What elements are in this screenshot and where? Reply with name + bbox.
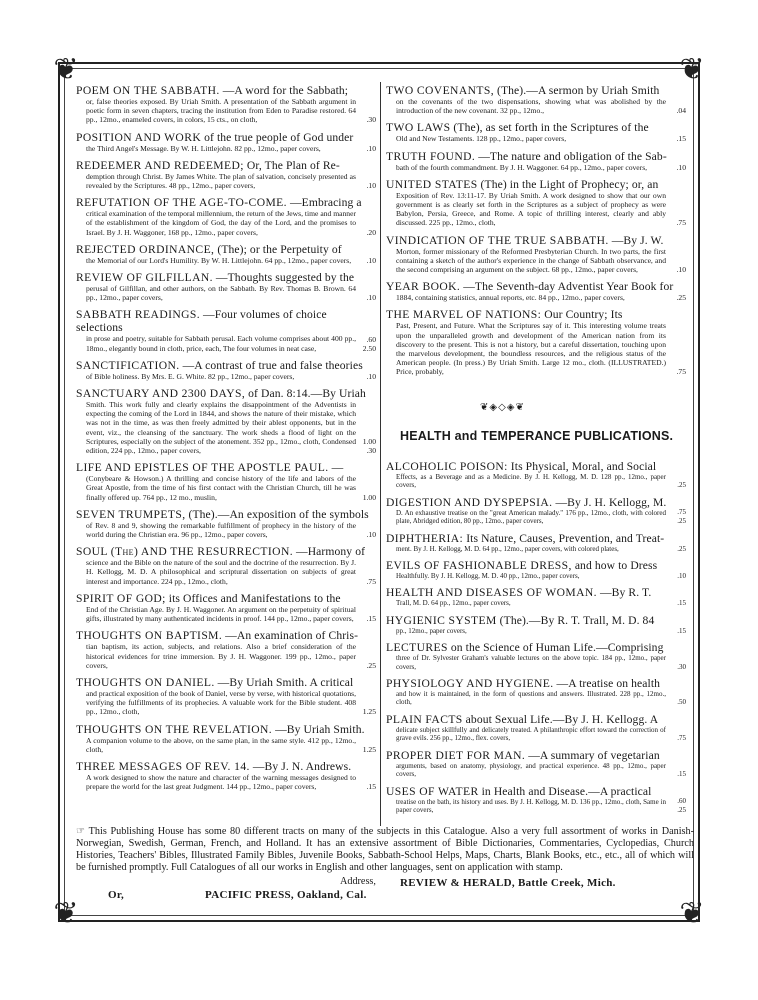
entry-title: POEM ON THE SABBATH. [76, 84, 220, 97]
entry-heading [386, 586, 686, 599]
entry-heading [386, 234, 686, 247]
entry-title: POSITION AND WORK [76, 130, 202, 144]
entry-title: PROPER DIET FOR MAN. [386, 748, 526, 762]
entry-price: .10 [676, 265, 686, 275]
entry-price-alt: .25 [677, 805, 686, 814]
entry-subtitle: — [331, 461, 344, 475]
entry-price: .75 [366, 576, 376, 586]
entry-description: tian baptism, its action, subjects, and relations. Also a brief consideration of the historical evidences for trine immersion. By J. H. Waggoner. 199 pp., 12mo., paper covers, [86, 642, 356, 670]
entry-heading [76, 461, 376, 474]
entry-heading [76, 629, 376, 642]
entry-description: (Conybeare & Howson.) A thrilling and concise history of the life and labors of the Great Apostle, from the time of his first contact with the Christian Church, till he was finally offered up. 764 pp., 12 mo., muslin, [86, 474, 356, 502]
entry-title: SPIRIT OF GOD; [76, 591, 166, 605]
entry-description: of Bible holiness. By Mrs. E. G. White. 82 pp., 12mo., paper covers, [86, 371, 295, 381]
footer-text: This Publishing House has some 80 different tracts on many of the subjects in this Catalogue. Also a very full assortment of works in Danish-Norwegian, Swedish, German, French, and Holland. It has an extensive assortment of Bible Dictionaries, Commentaries, Cyclopedias, Church Histories, Teachers' Bibles, Illustrated Family Bibles, Juvenile Books, Sabbath-School Helps, Maps, Charts, Blank Books, etc., etc., all of which will be furnished promptly. Full Catalogues of all our works in English and other languages, sent on application with stamp. [76, 826, 694, 873]
entry-price: .30 [366, 115, 376, 125]
entry-title: TRUTH FOUND. [386, 149, 476, 163]
catalogue-entry [76, 308, 376, 352]
catalogue-entry [76, 271, 376, 302]
entry-description: arguments, based on anatomy, physiology, and practical experience. 48 pp., 12mo., paper covers, [396, 761, 666, 779]
catalogue-entry [386, 586, 686, 607]
entry-description: the Memorial of our Lord's Humility. By W. H. Littlejohn. 64 pp., 12mo., paper covers, [86, 255, 352, 265]
entry-title: YEAR BOOK. [386, 280, 461, 294]
entry-subtitle: —A treatise on health [556, 677, 661, 691]
entry-title: SANCTIFICATION. [76, 358, 180, 372]
entry-heading [386, 713, 686, 726]
entry-description: pp., 12mo., paper covers, [396, 626, 467, 635]
entry-description: demption through Christ. By James White. The plan of salvation, concisely presented as revealed by the Scriptures. 48 pp., 12mo., paper covers, [86, 171, 356, 191]
entry-description: Trall, M. D. 64 pp., 12mo., paper covers, [396, 599, 511, 608]
entry-subtitle: Its Nature, Causes, Prevention, and Treat- [466, 531, 665, 545]
entry-description: D. An exhaustive treatise on the "great American malady." 176 pp., 12mo., cloth, with colored plate, Abridged edition, 80 pp., 12mo., paper covers, [396, 508, 666, 526]
entry-title: THOUGHTS ON THE REVELATION. [76, 722, 273, 736]
entry-description: perusal of Gilfillan, and other authors, on the Sabbath. By Rev. Thomas B. Brown. 64 pp., 12mo., paper covers, [86, 284, 356, 303]
catalogue-entry [386, 308, 686, 376]
entry-title: HEALTH AND DISEASES OF WOMAN. [386, 586, 597, 600]
entry-subtitle: (The).—An exposition of the symbols [188, 507, 369, 521]
entry-subtitle: of Dan. 8:14.—By Uriah [248, 387, 366, 401]
catalogue-entry [386, 559, 686, 580]
entry-heading [76, 760, 376, 773]
entry-description: End of the Christian Age. By J. H. Waggoner. An argument on the perpetuity of spiritual gifts, illustrated by many authenticated incidents in proof. 144 pp., 12mo., paper covers, [86, 604, 356, 624]
publisher-main: REVIEW & HERALD, Battle Creek, Mich. [400, 877, 616, 889]
entry-description: Effects, as a Beverage and as a Medicine. By J. H. Kellogg, M. D. 128 pp., 12mo., paper covers, [396, 473, 666, 490]
entry-title: THREE MESSAGES OF REV. 14. [76, 759, 250, 773]
catalogue-entry [386, 785, 686, 815]
entry-title: SOUL (The) AND THE RESURRECTION. [76, 545, 294, 559]
entry-description: the Third Angel's Message. By W. H. Littlejohn. 82 pp., 12mo., paper covers, [86, 143, 321, 153]
entry-description: science and the Bible on the nature of the soul and the doctrine of the resurrection. By J. H. Kellogg, M. D. A philosophical and scriptural dissertation on subjects of great interest and importance. 224 pp., 12mo., cloth, [86, 558, 356, 586]
section-ornament: ❦◈◇◈❦ [480, 402, 525, 413]
entry-heading [76, 387, 376, 400]
entry-title: TWO LAWS [386, 121, 451, 135]
entry-description: 1884, containing statistics, annual reports, etc. 84 pp., 12mo., paper covers, [396, 293, 625, 303]
catalogue-entry [386, 677, 686, 707]
entry-title: LIFE AND EPISTLES OF THE APOSTLE PAUL. [76, 461, 329, 475]
entry-subtitle: —The Seventh-day Adventist Year Book for [463, 280, 674, 294]
entry-title: SABBATH READINGS. [76, 308, 201, 322]
entry-subtitle: of the true people of God under [204, 130, 354, 144]
entry-price: .25 [677, 481, 686, 490]
catalogue-entry [76, 359, 376, 381]
entry-price: .04 [676, 106, 686, 116]
entry-heading [386, 84, 686, 97]
catalogue-entry [386, 641, 686, 671]
entry-subtitle: —By Uriah Smith. [275, 722, 365, 736]
entry-heading [76, 308, 376, 334]
entry-price: .15 [677, 770, 686, 779]
catalogue-entry [76, 592, 376, 623]
entry-subtitle: (The).—A sermon by Uriah Smith [497, 84, 660, 97]
entry-heading [386, 121, 686, 134]
entry-heading [76, 84, 376, 97]
entry-title: DIGESTION AND DYSPEPSIA. [386, 495, 553, 509]
entry-title: THOUGHTS ON DANIEL. [76, 675, 215, 689]
entry-price: .25 [677, 544, 686, 553]
corner-ornament-icon: ❦ [679, 53, 705, 86]
entry-price: .10 [366, 143, 376, 153]
catalogue-entry [386, 150, 686, 172]
entry-subtitle: —Embracing a [289, 196, 362, 210]
entry-price-alt: .25 [677, 517, 686, 526]
catalogue-entry [386, 614, 686, 635]
entry-heading [386, 749, 686, 762]
entry-heading [386, 150, 686, 163]
entry-description: Smith. This work fully and clearly explains the disappointment of the Adventists in expecting the coming of the Lord in 1844, and shows the nature of their mistake, which was not in the time, as was then freely admitted by their ablest opponents, but in the event, viz., the cleansing of the sanctuary. The work sheds a flood of light on the Scriptures, especially on the subject of the atonement. 352 pp., 12mo., cloth, Condensed edition, 224 pp., 12mo., paper covers, [86, 400, 356, 456]
catalogue-entry [386, 280, 686, 302]
entry-heading [386, 641, 686, 654]
entry-title: VINDICATION OF THE TRUE SABBATH. [386, 233, 609, 247]
entry-title: DIPHTHERIA: [386, 531, 464, 545]
entry-price: .10 [366, 293, 376, 303]
entry-heading [386, 785, 686, 798]
entry-title: USES OF WATER [386, 784, 479, 798]
entry-heading [76, 545, 376, 558]
entry-heading [386, 496, 686, 509]
entry-title: SEVEN TRUMPETS, [76, 507, 186, 521]
catalogue-entry [386, 496, 686, 526]
entry-price: .15 [366, 614, 376, 624]
entry-description: or, false theories exposed. By Uriah Smith. A presentation of the Sabbath argument in poetic form in seven chapters, tracing the institution from Eden to Paradise restored. 64 pp., 12mo., enameled covers, in colors, 15 cts., on cloth, [86, 97, 356, 125]
entry-description: and practical exposition of the book of Daniel, verse by verse, with historical quotations, verifying the fulfillments of its prophecies. A valuable work for the Bible student. 408 pp., 12mo., cloth, [86, 688, 356, 717]
entry-heading [76, 243, 376, 256]
entry-title: SANCTUARY AND 2300 DAYS, [76, 387, 246, 401]
entry-price: 1.00 [362, 437, 376, 447]
catalogue-entry [76, 508, 376, 539]
entry-heading [76, 723, 376, 736]
right-catalogue-column [386, 84, 686, 383]
entry-title: ALCOHOLIC POISON: [386, 460, 508, 473]
entry-heading [76, 159, 376, 172]
entry-price: .75 [677, 508, 686, 517]
entry-title: THOUGHTS ON BAPTISM. [76, 629, 223, 643]
entry-subtitle: —By J. W. [611, 233, 664, 247]
entry-heading [76, 676, 376, 689]
entry-subtitle: (The), as set forth in the Scriptures of the [453, 121, 649, 135]
entry-price: .75 [677, 734, 686, 743]
catalogue-entry [386, 121, 686, 143]
entry-price: .10 [366, 181, 376, 191]
entry-subtitle: —By J. N. Andrews. [252, 759, 352, 773]
entry-price: .10 [366, 371, 376, 381]
entry-price: .10 [677, 572, 686, 581]
entry-description: A work designed to show the nature and character of the warning messages designed to prepare the world for the last great Judgment. 144 pp., 12mo., paper covers, [86, 772, 356, 792]
entry-subtitle: —By J. H. Kellogg, M. [555, 495, 667, 509]
catalogue-entry [76, 131, 376, 153]
entry-price: .75 [676, 367, 686, 377]
health-section-heading: HEALTH and TEMPERANCE PUBLICATIONS. [400, 429, 674, 443]
entry-description: Past, Present, and Future. What the Scriptures say of it. This interesting volume treats upon the unparalleled growth and development of the American nation from its discovery to the present. This is not a history, but a careful dissertation, touching upon the marvelous development, the boundless resources, and the religious status of the American people. (In press.) By Uriah Smith. Large 12 mo., cloth. (ILLUSTRATED.) Price, probably, [396, 321, 666, 377]
entry-price: .15 [677, 626, 686, 635]
entry-heading [76, 359, 376, 372]
entry-price: .10 [676, 162, 686, 172]
entry-heading [76, 196, 376, 209]
entry-subtitle: —Thoughts suggested by the [215, 271, 355, 285]
address-label: Address, [340, 876, 376, 887]
entry-description: ment. By J. H. Kellogg, M. D. 64 pp., 12mo., paper covers, with colored plates, [396, 544, 619, 553]
pointing-hand-icon: ☞ [76, 826, 86, 837]
entry-price: .25 [366, 660, 376, 670]
entry-subtitle: —A summary of vegetarian [528, 748, 660, 762]
entry-heading [76, 508, 376, 521]
entry-title: REVIEW OF GILFILLAN. [76, 271, 213, 285]
entry-subtitle: —A word for the Sabbath; [222, 84, 349, 97]
entry-title: LECTURES [386, 641, 448, 655]
entry-title: PHYSIOLOGY AND HYGIENE. [386, 677, 554, 691]
corner-ornament-icon: ❦ [53, 897, 79, 930]
entry-price: .20 [366, 227, 376, 237]
entry-subtitle: —The nature and obligation of the Sab- [478, 149, 667, 163]
left-catalogue-column [76, 84, 376, 797]
corner-ornament-icon: ❦ [53, 53, 79, 86]
catalogue-entry [76, 676, 376, 717]
entry-heading [386, 280, 686, 293]
entry-subtitle: and how to Dress [574, 559, 658, 573]
entry-title: HYGIENIC SYSTEM [386, 613, 497, 627]
entry-subtitle: its Offices and Manifestations to the [168, 591, 341, 605]
entry-heading [76, 271, 376, 284]
entry-price: .30 [677, 662, 686, 671]
entry-description: Old and New Testaments. 128 pp., 12mo., paper covers, [396, 134, 567, 144]
entry-title: EVILS OF FASHIONABLE DRESS, [386, 559, 572, 573]
entry-subtitle: (The); or the Perpetuity of [217, 242, 342, 256]
entry-description: treatise on the bath, its history and uses. By J. H. Kellogg, M. D. 136 pp., 12mo., cloth, Same in paper covers, [396, 797, 666, 814]
catalogue-entry [76, 159, 376, 190]
entry-price-alt: 2.50 [362, 343, 376, 353]
entry-price: 1.25 [362, 744, 376, 754]
entry-price: .60 [677, 796, 686, 805]
catalogue-entry [76, 629, 376, 670]
entry-description: delicate subject skillfully and delicately treated. A philanthropic effort toward the correction of grave evils. 256 pp., 12mo., flex. covers, [396, 725, 666, 743]
entry-title: REJECTED ORDINANCE, [76, 242, 215, 256]
catalogue-entry [76, 760, 376, 791]
entry-subtitle: —A contrast of true and false theories [182, 358, 363, 372]
entry-description: Healthfully. By J. H. Kellogg, M. D. 40 pp., 12mo., paper covers, [396, 572, 580, 581]
entry-subtitle: Our Country; Its [544, 308, 623, 322]
catalogue-entry [386, 532, 686, 553]
entry-price: .15 [676, 134, 686, 144]
entry-description: of Rev. 8 and 9, showing the remarkable fulfillment of prophecy in the history of the world during the Christian era. 96 pp., 12mo., paper covers, [86, 520, 356, 540]
entry-description: Morton, former missionary of the Reformed Presbyterian Church. In two parts, the first containing a sketch of the author's experience in the change of Sabbath observance, and the second comprising an argument on the subject. 68 pp., 12mo., paper covers, [396, 246, 666, 275]
health-catalogue-column [386, 460, 686, 820]
entry-title: UNITED STATES [386, 177, 478, 191]
entry-price: .10 [366, 530, 376, 540]
entry-description: critical examination of the temporal millennium, the return of the Jews, time and manner of the establishment of the kingdom of God, the day of the Lord, and the promises to Israel. By J. H. Waggoner, 168 pp., 12mo., paper covers, [86, 209, 356, 237]
entry-subtitle: in Health and Disease.—A practical [481, 784, 652, 798]
entry-heading [386, 308, 686, 321]
entry-price: .15 [677, 599, 686, 608]
entry-description: and how it is maintained, in the form of questions and answers. Illustrated. 228 pp., 12mo., cloth, [396, 690, 666, 707]
catalogue-entry [386, 84, 686, 115]
entry-price: 1.25 [362, 707, 376, 717]
entry-description: three of Dr. Sylvester Graham's valuable lectures on the above topic. 184 pp., 12mo., paper covers, [396, 654, 666, 671]
catalogue-entry [76, 387, 376, 455]
entry-title: TWO COVENANTS, [386, 84, 495, 97]
catalogue-entry [76, 545, 376, 586]
entry-heading [386, 532, 686, 545]
entry-price: .25 [676, 293, 686, 303]
entry-title: REFUTATION OF THE AGE-TO-COME. [76, 196, 287, 210]
entry-description: A companion volume to the above, on the same plan, in the same style. 412 pp., 12mo., cloth, [86, 735, 356, 754]
entry-price: .10 [366, 255, 376, 265]
catalogue-entry [76, 723, 376, 754]
entry-subtitle: —By R. T. [599, 586, 652, 600]
publisher-alt: PACIFIC PRESS, Oakland, Cal. [205, 889, 367, 901]
or-label: Or, [108, 889, 125, 901]
catalogue-entry [386, 749, 686, 779]
entry-heading [386, 178, 686, 191]
entry-subtitle: Its Physical, Moral, and Social [510, 460, 657, 473]
entry-price: .75 [676, 218, 686, 228]
entry-subtitle: —Harmony of [296, 545, 366, 559]
entry-heading [386, 677, 686, 690]
catalogue-entry [76, 243, 376, 265]
entry-price: .50 [677, 698, 686, 707]
catalogue-entry [386, 234, 686, 275]
entry-subtitle: on the Science of Human Life.—Comprising [450, 641, 664, 655]
catalogue-entry [386, 713, 686, 743]
entry-subtitle: (The).—By R. T. Trall, M. D. 84 [499, 613, 655, 627]
catalogue-entry [76, 461, 376, 502]
column-divider [380, 82, 381, 826]
corner-ornament-icon: ❦ [679, 897, 705, 930]
entry-title: PLAIN FACTS [386, 712, 463, 726]
entry-price: .15 [366, 782, 376, 792]
entry-subtitle: —An examination of Chris- [225, 629, 359, 643]
entry-title: REDEEMER AND REDEEMED; [76, 158, 244, 172]
entry-price: 1.00 [362, 492, 376, 502]
entry-subtitle: —By Uriah Smith. A critical [217, 675, 354, 689]
entry-title: THE MARVEL OF NATIONS: [386, 308, 542, 322]
footer-notice [76, 826, 694, 874]
entry-subtitle: —Four volumes of choice selections [76, 308, 327, 335]
catalogue-entry [76, 84, 376, 125]
entry-heading [386, 460, 686, 473]
entry-price-alt: .30 [366, 446, 376, 456]
entry-heading [76, 131, 376, 144]
entry-description: on the covenants of the two dispensations, showing what was abolished by the introduction of the new covenant. 32 pp., 12mo., [396, 97, 666, 116]
catalogue-entry [76, 196, 376, 237]
entry-description: bath of the fourth commandment. By J. H. Waggoner. 64 pp., 12mo., paper covers, [396, 162, 648, 172]
entry-price: .60 [366, 334, 376, 344]
entry-subtitle: about Sexual Life.—By J. H. Kellogg. A [465, 712, 659, 726]
entry-subtitle: Or, The Plan of Re- [246, 158, 340, 172]
entry-heading [386, 559, 686, 572]
catalogue-entry [386, 178, 686, 228]
entry-description: in prose and poetry, suitable for Sabbath perusal. Each volume comprises about 400 pp., 18mo., elegantly bound in cloth, price, each, The four volumes in neat case, [86, 334, 356, 353]
catalogue-entry [386, 460, 686, 490]
entry-description: Exposition of Rev. 13:11-17. By Uriah Smith. A work designed to show that our own government is as clearly set forth in the Scriptures as a subject of prophecy as were Babylon, Persia, Greece, and Rome. A topic of thrilling interest, clearly and ably discussed. 225 pp., 12mo., cloth, [396, 190, 666, 228]
entry-subtitle: (The) in the Light of Prophecy; or, an [480, 177, 659, 191]
entry-heading [76, 592, 376, 605]
entry-heading [386, 614, 686, 627]
